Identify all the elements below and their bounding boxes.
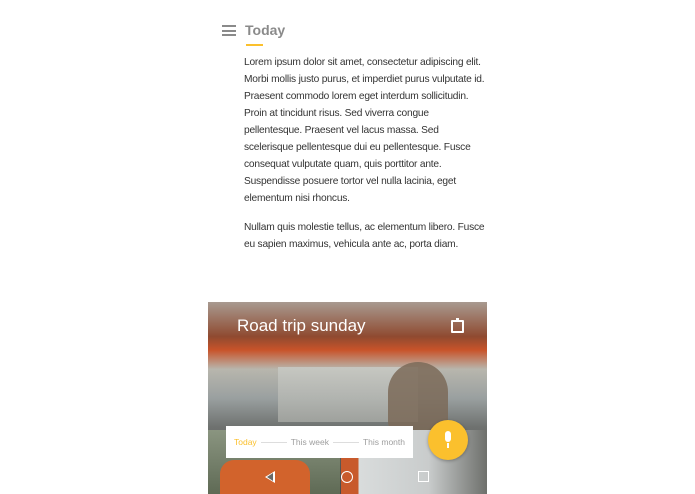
paragraph: Nullam quis molestie tellus, ac elementum libero. Fusce eu sapien maximus, vehicula ante ac, porta diam. (244, 222, 485, 250)
article-body (244, 54, 488, 265)
home-icon[interactable] (341, 471, 353, 483)
card-title: Road trip sunday (237, 316, 366, 335)
time-range-tabs (226, 426, 413, 458)
tab-this-week[interactable]: This week (290, 437, 329, 447)
calendar-icon[interactable] (451, 320, 464, 333)
page-title: Today (245, 22, 286, 38)
road-trip-card[interactable] (208, 302, 487, 494)
tab-today[interactable]: Today (234, 437, 257, 447)
recents-icon[interactable] (418, 471, 429, 482)
microphone-button[interactable] (428, 420, 468, 460)
divider (261, 442, 287, 443)
hamburger-menu-icon[interactable] (222, 25, 236, 36)
tab-this-month[interactable]: This month (362, 437, 405, 447)
divider (333, 442, 359, 443)
title-underline (246, 44, 263, 46)
back-icon[interactable] (265, 471, 275, 483)
android-navbar (208, 462, 487, 494)
paragraph: Lorem ipsum dolor sit amet, consectetur adipiscing elit. Morbi mollis justo purus, et imperdiet purus vulputate id. Praesent commodo lorem eget interdum sollicitudin. Proin at tincidunt risus. Sed viverra congue pellentesque. Praesent vel lacus massa. Sed scelerisque pellentesque dui eu pellentesque. Fusce consequat vulputate quam, quis porttitor ante. Suspendisse posuere tortor vel nulla lacinia, eget elementum nisi rhoncus. (244, 57, 485, 204)
